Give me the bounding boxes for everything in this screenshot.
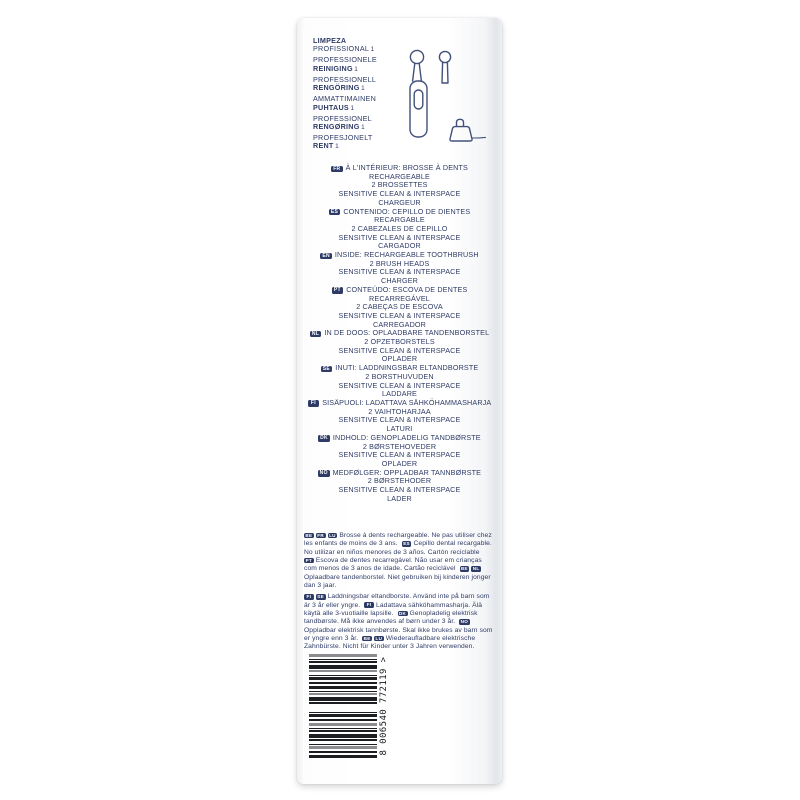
language-badge-fi: FI [308,400,320,406]
contents-line: 2 CABEZALES DE CEPILLO [351,223,448,233]
barcode-bar [309,677,377,680]
warning-text: Escova de dentes recarregável. Não usar em crianças com menos de 3 anos de idade. Cartão reciclável [304,557,482,573]
contents-line: 2 BRUSH HEADS [369,258,430,268]
contents-line: 2 BØRSTEHOVEDER [362,441,437,451]
warnings-text [304,532,495,655]
header-entry [313,56,377,74]
barcode-bar [309,714,377,717]
barcode-bar [309,744,377,745]
language-badge-se: SE [317,593,325,599]
language-badge-fr: FR [331,166,343,172]
contents-line: 2 CABEÇAS DE ESCOVA [356,302,443,312]
contents-section-no [297,469,502,504]
charger-icon [450,119,486,141]
contents-line: SENSITIVE CLEAN & INTERSPACE [338,189,461,199]
header-line: PROFESSIONELE [313,55,377,65]
header-line: LIMPEZA [313,36,347,45]
barcode-digits: 8 006540 772119 > [379,656,389,756]
language-badge-fi: FI [364,602,374,608]
contents-line: CHARGER [381,276,418,286]
header-entry [313,115,377,133]
header-line: PROFESSIONEL [313,113,372,123]
contents-line: SENSITIVE CLEAN & INTERSPACE [338,267,461,277]
contents-line: DK INDHOLD: GENOPLADELIG TANDBØRSTE [320,432,481,442]
barcode-bar [309,686,377,689]
contents-line: SE INUTI: LADDNINGSBAR ELTANDBORSTE [297,364,502,373]
barcode-bar [309,730,377,732]
language-badge-es: ES [329,209,341,215]
contents-line: LATURI [386,424,413,434]
barcode-bar [309,734,377,738]
barcode-bar [309,702,377,704]
language-badge-no: NO [460,618,469,624]
language-badge-pt: PT [305,557,313,563]
language-badge-fr: FR [317,532,325,538]
contents-line: LADER [387,493,412,503]
contents-line: OPLADER [381,458,418,468]
contents-line: EN INSIDE: RECHARGEABLE TOOTHBRUSH [297,251,502,260]
language-badge-en: EN [320,253,332,259]
barcode-bars [309,654,377,758]
contents-line: RECHARGEABLE [369,171,430,181]
language-badge-lu: LU [375,635,383,641]
barcode-bar [309,746,377,749]
header-line: AMMATTIMAINEN [313,94,377,104]
contents-line: CHARGEUR [378,197,421,207]
warning-text: Laddningsbar eltandborste. Använd inte på barn som är 3 år eller yngre. [304,593,490,609]
barcode-bar [309,751,377,753]
contents-line: FR À L'INTÉRIEUR: BROSSE À DENTS [297,164,502,173]
header-line: PROFESSIONELL [313,74,377,84]
barcode-bar [309,665,377,669]
warning-paragraph [304,593,495,651]
language-badge-lu: LU [329,532,336,538]
contents-line: 2 VAIHTOHARJAA [368,406,431,416]
contents-line: RECARREGÁVEL [369,293,430,303]
package-side-panel [297,18,502,784]
contents-line: CARREGADOR [372,319,427,329]
contents-section-en [297,251,502,286]
barcode-bar [309,728,377,729]
contents-line: NO MEDFØLGER: OPPLADBAR TANNBØRSTE [319,467,482,477]
barcode-bar [309,691,377,692]
language-badge-dk: DK [398,610,407,616]
contents-section-fi [297,399,502,434]
contents-section-es [297,208,502,252]
barcode-bar [309,661,377,663]
professional-cleaning-header [313,37,377,153]
contents-line: 2 BORSTHUVUDEN [365,371,434,381]
contents-section-nl [297,329,502,364]
contents-section-fr [297,164,502,208]
contents-line: PT CONTEÚDO: ESCOVA DE DENTES [297,286,502,295]
contents-section-pt [297,286,502,330]
barcode-bar [309,670,377,672]
contents-line: SENSITIVE CLEAN & INTERSPACE [338,485,461,495]
barcode-bar [309,675,377,676]
contents-line: OPLADER [381,354,418,364]
barcode-bar [309,712,377,713]
language-badge-be: BE [460,565,468,571]
language-badge-dk: DK [320,435,328,442]
header-entry [313,95,377,113]
barcode-bar [309,755,377,758]
barcode-bar [309,654,377,657]
warning-text: Brosse à dents rechargeable. Ne pas utiliser chez les enfants de moins de 3 ans. [304,532,492,548]
language-badge-be: BE [305,532,313,538]
language-badge-no: NO [319,470,328,477]
barcode-bar [309,719,377,721]
warning-paragraph [304,532,495,590]
header-line: RENGÖRING 1 [313,83,365,93]
toothbrush-icon [410,50,427,137]
barcode-bar [309,693,377,695]
contents-line: SENSITIVE CLEAN & INTERSPACE [338,450,461,460]
contents-section-se [297,364,502,399]
contents-line: SENSITIVE CLEAN & INTERSPACE [338,415,461,425]
header-entry [313,134,377,152]
header-line: REINIGING 1 [313,63,359,73]
contents-line: 2 BROSSETTES [371,180,428,190]
barcode-bar [309,682,377,684]
barcode-bar [309,659,377,660]
language-badge-nl: NL [310,331,322,337]
brush-head-icon [439,51,450,83]
contents-line: CARGADOR [378,241,421,251]
barcode-bar [309,697,377,701]
contents-line: 2 BØRSTEHODER [367,476,432,486]
contents-line: ES CONTENIDO: CEPILLO DE DIENTES [297,208,502,217]
contents-line: RECARGABLE [374,215,425,225]
contents-line: FI SISÄPUOLI: LADATTAVA SÄHKÖHAMMASHARJA [297,399,502,408]
contents-line: SENSITIVE CLEAN & INTERSPACE [338,380,461,390]
language-badge-se: SE [321,366,333,372]
contents-line: SENSITIVE CLEAN & INTERSPACE [338,345,461,355]
language-badge-es: ES [403,540,410,546]
barcode-bar [309,723,377,726]
contents-line: LADDARE [381,389,417,399]
header-line: RENT 1 [313,141,339,151]
toothbrush-illustration [399,48,487,144]
warning-text: Oplaadbare tandenborstel. Niet gebruiken bij kinderen jonger dan 3 jaar. [304,573,491,590]
header-line: PROFISSIONAL 1 [313,44,375,54]
warning-text: Wiederaufladbare elektrische Zahnbürste. Nicht für Kinder unter 3 Jahren verwenden. [304,635,476,651]
barcode [309,654,401,760]
language-badge-be: BE [363,635,371,641]
contents-line: SENSITIVE CLEAN & INTERSPACE [338,232,461,242]
language-badge-nl: NL [472,565,480,571]
warning-text: Genopladelig elektrisk tandbørste. Må ikke anvendes af børn under 3 år. [304,610,478,626]
contents-list [297,164,502,503]
contents-line: NL IN DE DOOS: OPLAADBARE TANDENBORSTEL [297,329,502,338]
contents-line: SENSITIVE CLEAN & INTERSPACE [338,310,461,320]
contents-line: 2 OPZETBORSTELS [364,337,435,347]
header-entry [313,37,377,55]
barcode-bar [309,739,377,741]
warning-text: Ladattava sähköhammasharja. Älä käytä alle 3-vuotiaille lapsille. [304,601,483,618]
language-badge-fi: FI [304,594,314,600]
warning-text: Oppladbar elektrisk tannbørste. Skal ikke brukes av barn som er yngre enn 3 år. [304,626,493,643]
contents-section-dk [297,434,502,469]
header-line: RENGØRING 1 [313,122,365,132]
header-line: PUHTAUS 1 [313,102,355,112]
header-entry [313,76,377,94]
header-line: PROFESJONELT [313,133,373,143]
language-badge-pt: PT [332,287,344,293]
warning-text: Cepillo dental recargable. No utilizar en niños menores de 3 años. Cartón reciclable [304,540,492,556]
